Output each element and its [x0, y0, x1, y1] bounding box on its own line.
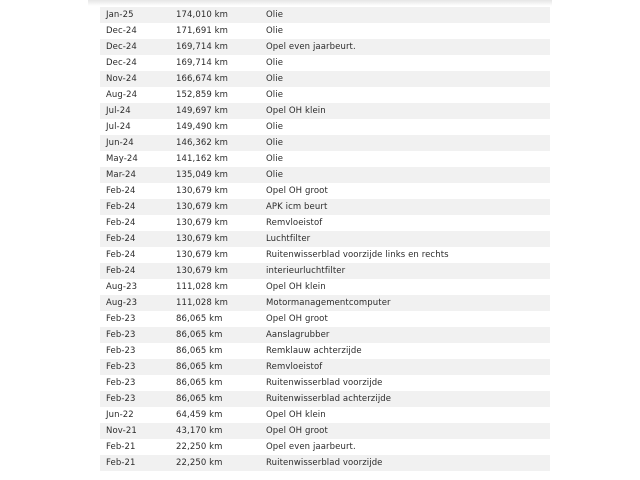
description-cell: Olie [266, 154, 284, 164]
table-row [100, 135, 550, 151]
description-cell: Opel OH klein [266, 282, 326, 292]
date-cell: Aug-23 [106, 282, 138, 292]
description-cell: Opel even jaarbeurt. [266, 442, 356, 452]
table-row [100, 119, 550, 135]
date-cell: Aug-24 [106, 90, 138, 100]
description-cell: Motormanagementcomputer [266, 298, 391, 308]
description-cell: Olie [266, 170, 284, 180]
date-cell: Feb-23 [106, 314, 136, 324]
date-cell: Feb-24 [106, 186, 136, 196]
description-cell: Opel OH klein [266, 410, 326, 420]
table-row [100, 87, 550, 103]
date-cell: Mar-24 [106, 170, 136, 180]
description-cell: Olie [266, 58, 284, 68]
description-cell: Opel OH groot [266, 426, 328, 436]
mileage-cell: 86,065 km [176, 394, 223, 404]
mileage-cell: 149,490 km [176, 122, 229, 132]
date-cell: Jun-24 [106, 138, 134, 148]
date-cell: Jul-24 [106, 106, 131, 116]
table-row [100, 407, 550, 423]
table-row [100, 327, 550, 343]
date-cell: Feb-24 [106, 202, 136, 212]
maintenance-history-body [100, 7, 550, 471]
date-cell: Aug-23 [106, 298, 138, 308]
table-row [100, 439, 550, 455]
mileage-cell: 171,691 km [176, 26, 229, 36]
description-cell: Olie [266, 10, 284, 20]
table-row [100, 199, 550, 215]
description-cell: Olie [266, 122, 284, 132]
date-cell: Feb-23 [106, 378, 136, 388]
mileage-cell: 86,065 km [176, 330, 223, 340]
mileage-cell: 169,714 km [176, 42, 229, 52]
description-cell: Olie [266, 138, 284, 148]
table-row [100, 7, 550, 23]
table-row [100, 55, 550, 71]
date-cell: Feb-24 [106, 266, 136, 276]
mileage-cell: 130,679 km [176, 234, 229, 244]
mileage-cell: 146,362 km [176, 138, 229, 148]
description-cell: Olie [266, 74, 284, 84]
table-row [100, 295, 550, 311]
mileage-cell: 86,065 km [176, 314, 223, 324]
mileage-cell: 86,065 km [176, 378, 223, 388]
mileage-cell: 43,170 km [176, 426, 223, 436]
description-cell: Aanslagrubber [266, 330, 330, 340]
description-cell: Ruitenwisserblad voorzijde links en rechts [266, 250, 449, 260]
mileage-cell: 130,679 km [176, 218, 229, 228]
mileage-cell: 130,679 km [176, 202, 229, 212]
mileage-cell: 22,250 km [176, 442, 223, 452]
date-cell: Dec-24 [106, 26, 137, 36]
description-cell: Opel OH klein [266, 106, 326, 116]
mileage-cell: 130,679 km [176, 250, 229, 260]
table-row [100, 103, 550, 119]
date-cell: Feb-23 [106, 330, 136, 340]
table-row [100, 39, 550, 55]
mileage-cell: 130,679 km [176, 266, 229, 276]
date-cell: Feb-23 [106, 362, 136, 372]
mileage-cell: 22,250 km [176, 458, 223, 468]
description-cell: Opel OH groot [266, 314, 328, 324]
date-cell: Dec-24 [106, 58, 137, 68]
description-cell: Ruitenwisserblad achterzijde [266, 394, 392, 404]
table-row [100, 231, 550, 247]
mileage-cell: 169,714 km [176, 58, 229, 68]
table-row [100, 23, 550, 39]
description-cell: Remvloeistof [266, 362, 323, 372]
mileage-cell: 152,859 km [176, 90, 229, 100]
description-cell: Luchtfilter [266, 234, 311, 244]
date-cell: Nov-24 [106, 74, 137, 84]
date-cell: Feb-24 [106, 234, 136, 244]
mileage-cell: 64,459 km [176, 410, 223, 420]
description-cell: Olie [266, 26, 284, 36]
description-cell: Opel even jaarbeurt. [266, 42, 356, 52]
date-cell: Feb-21 [106, 458, 136, 468]
description-cell: Remklauw achterzijde [266, 346, 362, 356]
maintenance-history-table [100, 7, 550, 471]
mileage-cell: 130,679 km [176, 186, 229, 196]
mileage-cell: 135,049 km [176, 170, 229, 180]
mileage-cell: 86,065 km [176, 346, 223, 356]
description-cell: Remvloeistof [266, 218, 323, 228]
mileage-cell: 174,010 km [176, 10, 229, 20]
description-cell: Olie [266, 90, 284, 100]
table-row [100, 455, 550, 471]
date-cell: Feb-23 [106, 346, 136, 356]
table-row [100, 279, 550, 295]
date-cell: Jun-22 [106, 410, 134, 420]
mileage-cell: 111,028 km [176, 298, 229, 308]
table-row [100, 167, 550, 183]
date-cell: Jul-24 [106, 122, 131, 132]
mileage-cell: 149,697 km [176, 106, 229, 116]
date-cell: May-24 [106, 154, 138, 164]
date-cell: Feb-24 [106, 218, 136, 228]
table-row [100, 247, 550, 263]
date-cell: Jan-25 [106, 10, 134, 20]
table-row [100, 343, 550, 359]
mileage-cell: 111,028 km [176, 282, 229, 292]
date-cell: Feb-24 [106, 250, 136, 260]
table-row [100, 423, 550, 439]
table-row [100, 311, 550, 327]
description-cell: Opel OH groot [266, 186, 328, 196]
table-row [100, 263, 550, 279]
description-cell: interieurluchtfilter [266, 266, 346, 276]
date-cell: Dec-24 [106, 42, 137, 52]
mileage-cell: 166,674 km [176, 74, 229, 84]
table-row [100, 359, 550, 375]
description-cell: Ruitenwisserblad voorzijde [266, 378, 383, 388]
scroll-shadow [88, 0, 552, 6]
description-cell: Ruitenwisserblad voorzijde [266, 458, 383, 468]
table-row [100, 151, 550, 167]
table-row [100, 375, 550, 391]
table-row [100, 391, 550, 407]
mileage-cell: 141,162 km [176, 154, 229, 164]
date-cell: Nov-21 [106, 426, 137, 436]
description-cell: APK icm beurt [266, 202, 328, 212]
table-row [100, 183, 550, 199]
date-cell: Feb-23 [106, 394, 136, 404]
table-row [100, 215, 550, 231]
date-cell: Feb-21 [106, 442, 136, 452]
mileage-cell: 86,065 km [176, 362, 223, 372]
table-row [100, 71, 550, 87]
